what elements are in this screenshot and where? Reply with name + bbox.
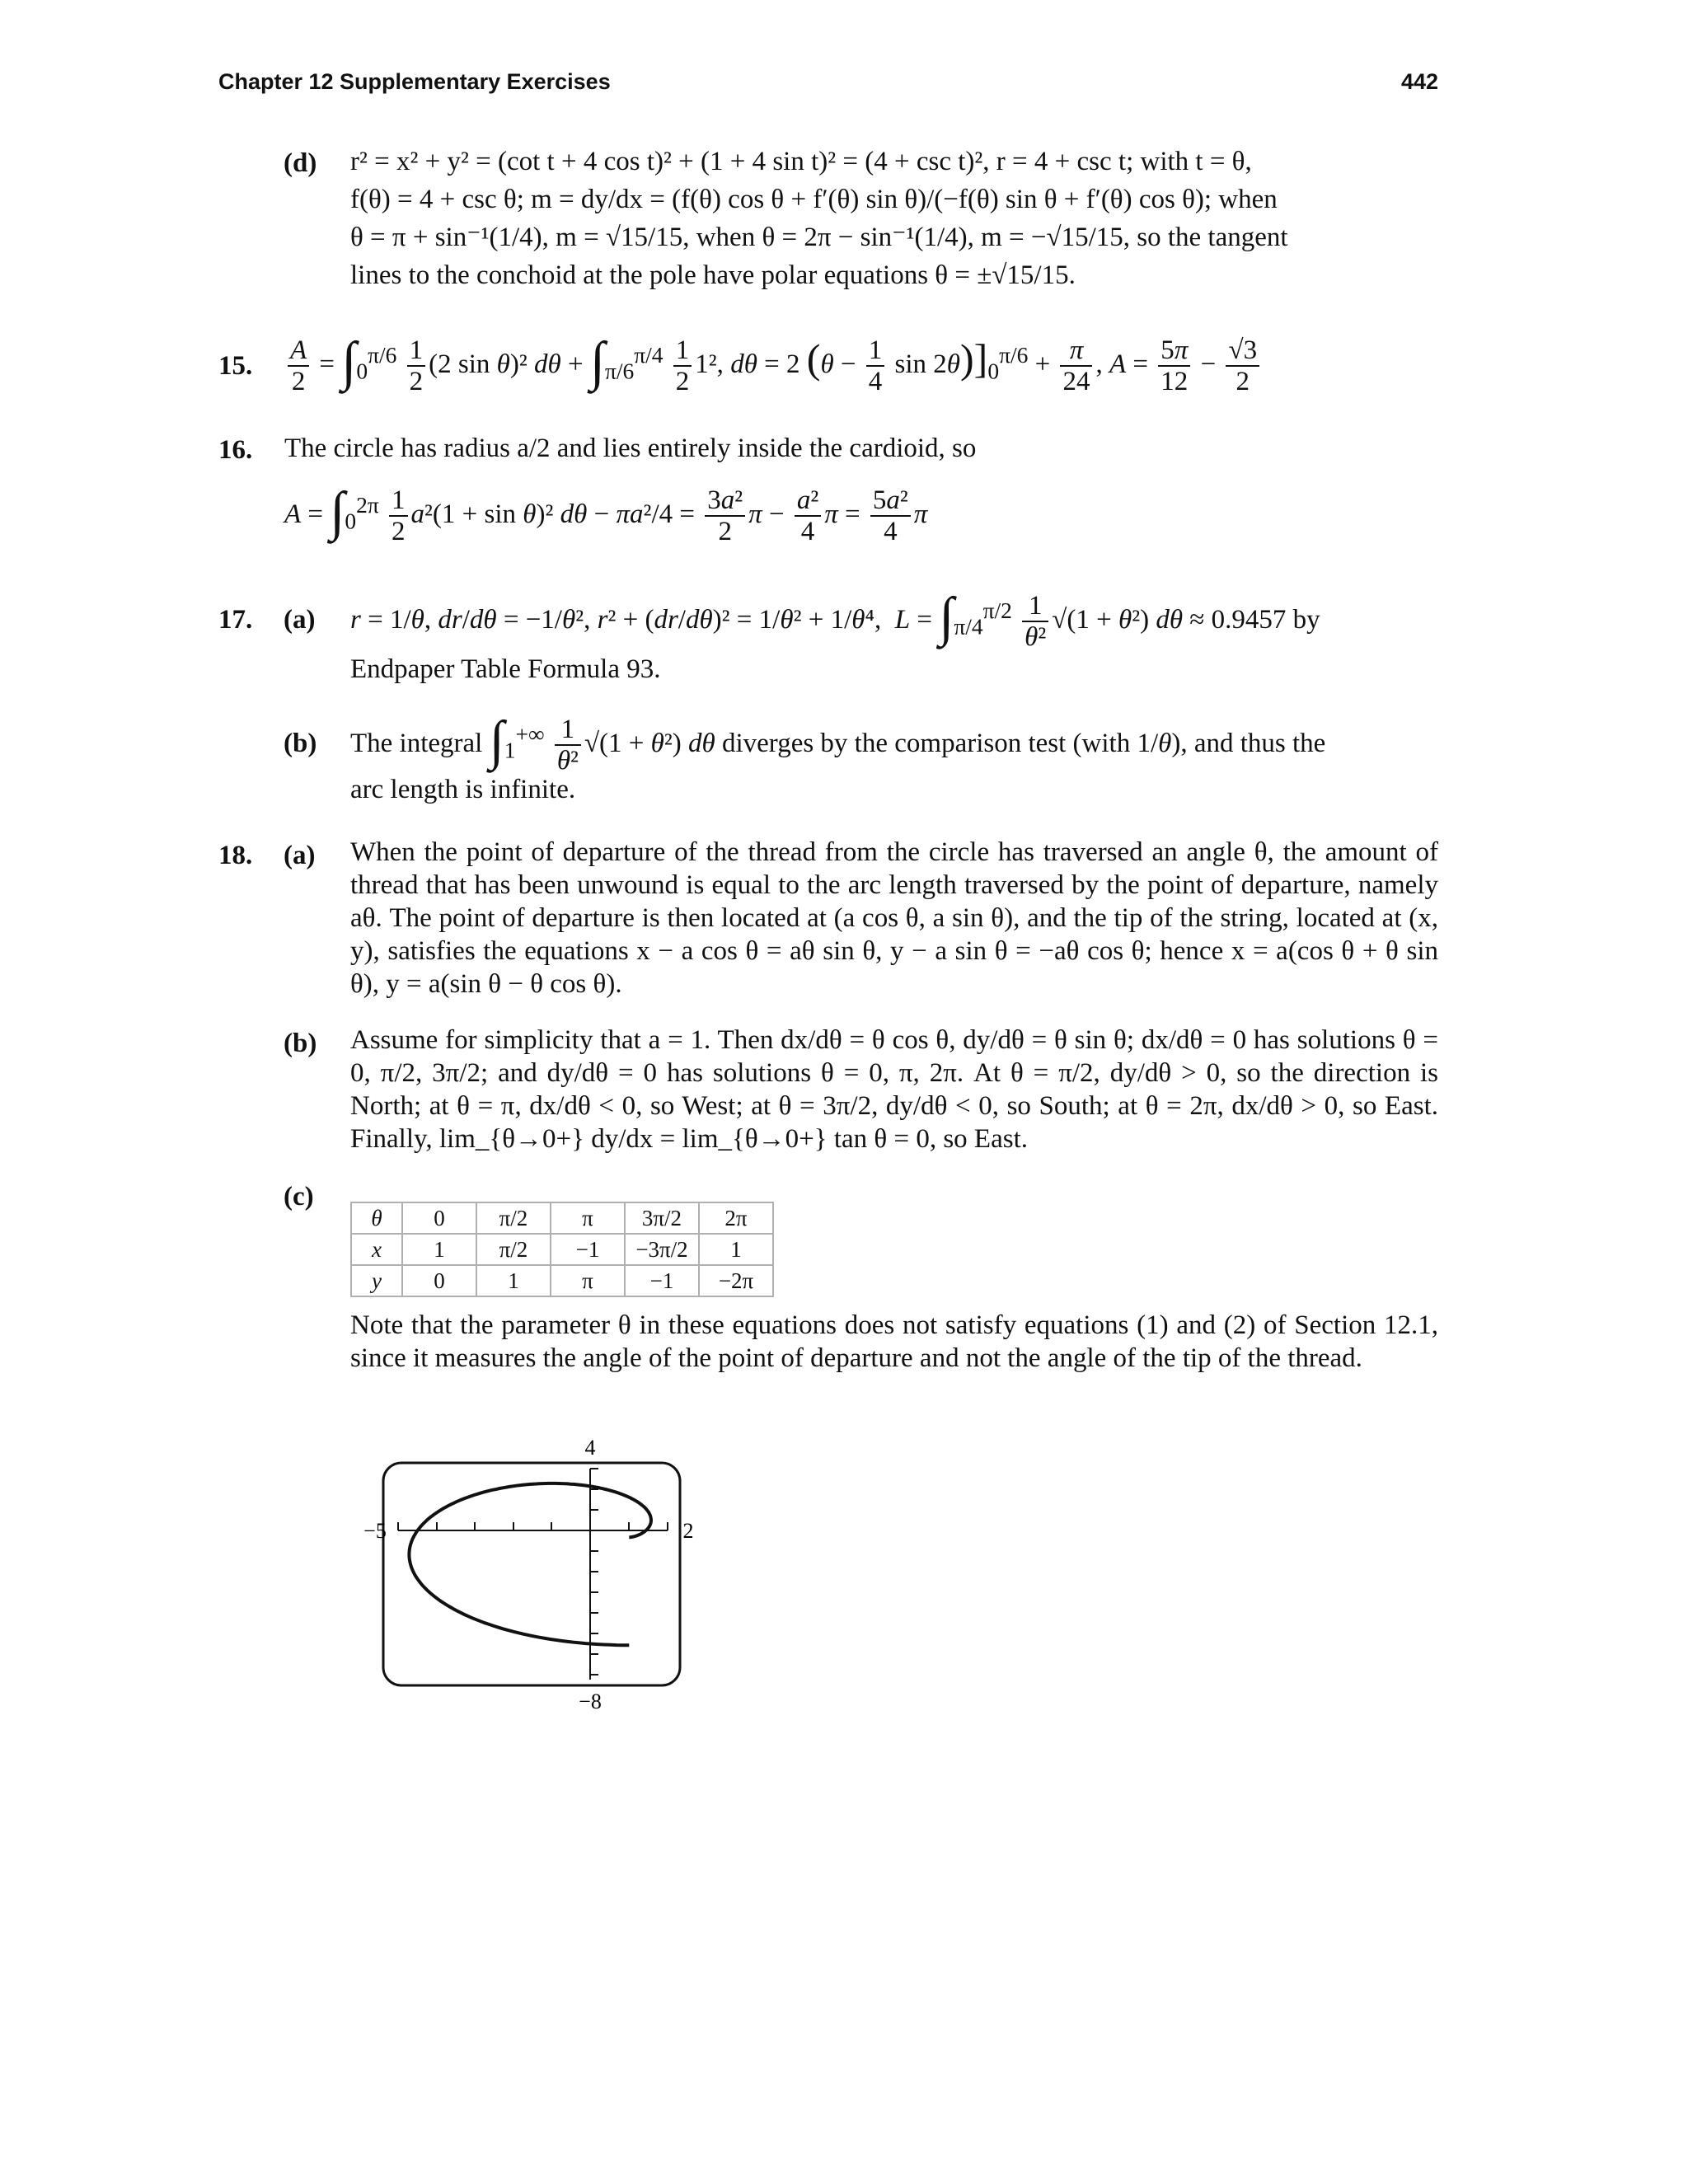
text-17b-line2: arc length is infinite. <box>350 775 576 804</box>
x-max-label: 2 <box>682 1519 694 1543</box>
table-cell: −2π <box>699 1265 773 1296</box>
table-row <box>351 1265 773 1296</box>
part-label-18c: (c) <box>284 1182 314 1212</box>
text-14d-line2: f(θ) = 4 + csc θ; m = dy/dx = (f(θ) cos θ + f′(θ) sin θ)/(−f(θ) sin θ + f′(θ) cos θ); when <box>350 185 1278 214</box>
part-label-14d: (d) <box>284 148 317 178</box>
text-14d-line4: lines to the conchoid at the pole have polar equations θ = ±√15/15. <box>350 260 1076 290</box>
exercise-number-15: 15. <box>218 351 253 381</box>
table-cell: 1 <box>476 1265 551 1296</box>
table-cell: π <box>551 1202 625 1234</box>
table-cell: 2π <box>699 1202 773 1234</box>
table-cell: π/2 <box>476 1234 551 1265</box>
part-label-18a: (a) <box>284 841 316 870</box>
text-16: The circle has radius a/2 and lies entirely inside the cardioid, so <box>284 434 977 463</box>
page-number: 442 <box>1401 69 1439 94</box>
table-cell: 0 <box>402 1202 476 1234</box>
part-label-18b: (b) <box>284 1029 317 1058</box>
table-header: x <box>351 1234 402 1265</box>
equation-17b: The integral $\int_1^{+\infty}$ $\frac{1}{\text{θ²}}$ √(1 + θ²) dθ diverges by the comparison test (with 1/θ), and thus the <box>350 710 1326 776</box>
parameter-table <box>350 1202 774 1297</box>
note-18c: Note that the parameter θ in these equations does not satisfy equations (1) and (2) of Section 12.1, since it measures the angle of the point of departure and not the angle of the tip of the thread. <box>350 1310 1438 1373</box>
exercise-number-18: 18. <box>218 841 253 870</box>
text-14d-line3: θ = π + sin⁻¹(1/4), m = √15/15, when θ = 2π − sin⁻¹(1/4), m = −√15/15, so the tangent <box>350 223 1288 252</box>
part-label-17a: (a) <box>284 605 316 635</box>
table-header: θ <box>351 1202 402 1234</box>
table-cell: 0 <box>402 1265 476 1296</box>
graph-frame <box>383 1463 680 1685</box>
table-cell: −3π/2 <box>625 1234 699 1265</box>
part-label-17b: (b) <box>284 729 317 758</box>
equation-17a: r = 1/θ, dr/dθ = −1/θ², r² + (dr/dθ)² = 1/θ² + 1/θ⁴, $L = \int_{\pi/4}^{\pi/2}$ $\frac{1}{\text{θ²}}$ √(1 + θ²) dθ ≈ 0.9457 by <box>350 587 1320 653</box>
table-row <box>351 1202 773 1234</box>
exercise-number-17: 17. <box>218 605 253 635</box>
equation-16: $A = \int_0^{2\pi}$ $\frac{1}{2}$ a²(1 + sin θ)² dθ − πa²/4 = $\frac{\text{3a²}}{2}$ π − $\frac{\text{a²}}{4}$ π = $\frac{\text{5a²}}{4}$ π <box>284 481 928 547</box>
equation-15: $\frac{A}{2}$ = $\int_0^{\pi/6}$ $\frac{1}{2}$ (2 sin θ)² $d\theta + \int_{\pi/6}^{\pi/4}$ $\frac{1}{2}$ 1², dθ = 2 (θ − $\frac{1}{4}$ $\sin 2\theta)]_0^{\pi/6}$ + $\frac{\pi}{24}$ , A = $\frac{5\pi}{12}$ − $\frac{√3}{2}$ <box>284 328 1263 396</box>
table-row <box>351 1234 773 1265</box>
text-14d-line1: r² = x² + y² = (cot t + 4 cos t)² + (1 + 4 sin t)² = (4 + csc t)², r = 4 + csc t; with t = θ, <box>350 147 1252 176</box>
involute-curve <box>409 1483 651 1645</box>
table-cell: 3π/2 <box>625 1202 699 1234</box>
y-max-label: 4 <box>584 1436 596 1460</box>
y-min-label: −8 <box>579 1690 602 1713</box>
table-cell: π/2 <box>476 1202 551 1234</box>
table-cell: −1 <box>625 1265 699 1296</box>
text-17a-line2: Endpaper Table Formula 93. <box>350 654 661 684</box>
table-cell: π <box>551 1265 625 1296</box>
table-cell: 1 <box>402 1234 476 1265</box>
table-cell: 1 <box>699 1234 773 1265</box>
table-header: y <box>351 1265 402 1296</box>
text-18b: Assume for simplicity that a = 1. Then dx/dθ = θ cos θ, dy/dθ = θ sin θ; dx/dθ = 0 has solutions θ = 0, π/2, 3π/2; and dy/dθ = 0 has solutions θ = 0, π, 2π. At θ = π/2, dy/dθ > 0, so the direction is North; at θ = π, dx/dθ < 0, so West; at θ = 3π/2, dy/dθ < 0, so South; at θ = 2π, dx/dθ > 0, so East. Finally, lim_{θ→0+} dy/dx = lim_{θ→0+} tan θ = 0, so East. <box>350 1025 1438 1154</box>
chapter-header: Chapter 12 Supplementary Exercises <box>218 69 611 94</box>
involute-graph <box>350 1430 696 1718</box>
exercise-number-16: 16. <box>218 435 253 465</box>
x-min-label: −5 <box>363 1519 387 1543</box>
table-cell: −1 <box>551 1234 625 1265</box>
x-axis-ticks <box>398 1522 668 1530</box>
text-18a: When the point of departure of the thread from the circle has traversed an angle θ, the amount of thread that has been unwound is equal to the arc length traversed by the point of departure, namely aθ. The point of departure is then located at (a cos θ, a sin θ), and the tip of the string, located at (x, y), satisfies the equations x − a cos θ = aθ sin θ, y − a sin θ = −aθ cos θ; hence x = a(cos θ + θ sin θ), y = a(sin θ − θ cos θ). <box>350 837 1438 999</box>
